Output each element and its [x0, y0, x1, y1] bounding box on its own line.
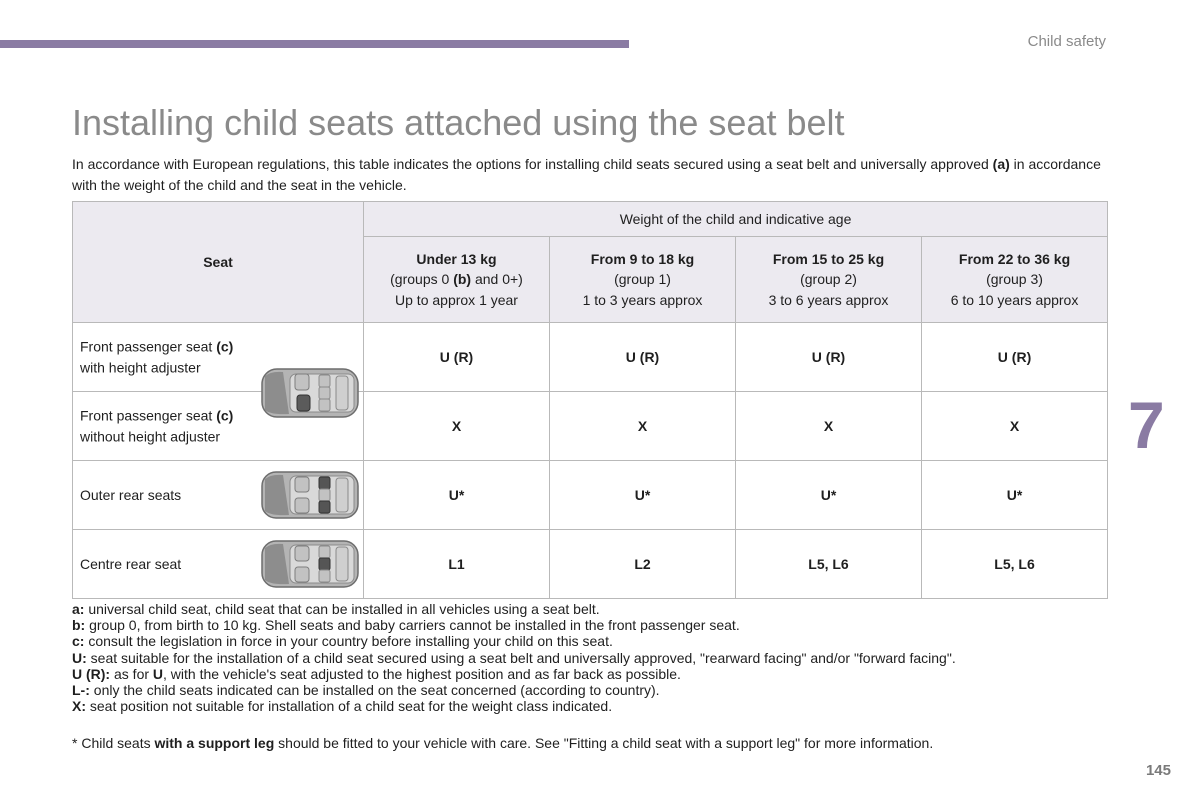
chapter-number: 7 [1128, 388, 1165, 462]
car-outer-rear-seats-icon [261, 471, 359, 519]
car-centre-rear-seat-icon [261, 540, 359, 588]
column-header: From 9 to 18 kg (group 1) 1 to 3 years approx [550, 237, 736, 323]
table-cell: X [922, 392, 1108, 461]
table-row [73, 392, 1108, 461]
column-header: From 22 to 36 kg (group 3) 6 to 10 years approx [922, 237, 1108, 323]
table-cell: U (R) [364, 323, 550, 392]
table-cell: L2 [550, 530, 736, 599]
intro-ref: (a) [992, 156, 1010, 172]
column-header: Under 13 kg (groups 0 (b) and 0+) Up to approx 1 year [364, 237, 550, 323]
seat-label-cell: Centre rear seat [73, 530, 364, 599]
table-cell: U* [922, 461, 1108, 530]
page-title: Installing child seats attached using the seat belt [72, 102, 845, 144]
section-label: Child safety [1027, 33, 1106, 50]
table-cell: U (R) [736, 323, 922, 392]
table-cell: U* [364, 461, 550, 530]
intro-text-2: in accordance with the weight of the child and the seat in the vehicle. [72, 156, 1101, 193]
seat-label-cell: Outer rear seats [73, 461, 364, 530]
note-item: X: seat position not suitable for installation of a child seat for the weight class indicated. [72, 698, 613, 715]
table-cell: X [736, 392, 922, 461]
seat-column-header: Seat [73, 202, 364, 323]
table-cell: U* [736, 461, 922, 530]
weight-header: Weight of the child and indicative age [364, 202, 1108, 237]
table-row [73, 323, 1108, 392]
table-cell: U (R) [550, 323, 736, 392]
table-row [73, 461, 1108, 530]
note-item: L-: only the child seats indicated can be installed on the seat concerned (according to country). [72, 682, 660, 699]
page-number: 145 [1145, 762, 1171, 779]
child-seat-table [72, 201, 1108, 599]
table-cell: U* [550, 461, 736, 530]
legend-notes [72, 601, 1122, 714]
table-cell: X [550, 392, 736, 461]
table-cell: L5, L6 [922, 530, 1108, 599]
table-cell: X [364, 392, 550, 461]
seat-label-cell: Front passenger seat (c) with height adjuster [73, 323, 364, 392]
note-item: a: universal child seat, child seat that can be installed in all vehicles using a seat belt. [72, 601, 600, 617]
column-header: From 15 to 25 kg (group 2) 3 to 6 years approx [736, 237, 922, 323]
seat-label-cell: Front passenger seat (c) without height adjuster [73, 392, 364, 461]
intro-paragraph [72, 154, 1112, 195]
note-item: b: group 0, from birth to 10 kg. Shell seats and baby carriers cannot be installed in the front passenger seat. [72, 617, 740, 634]
intro-text: In accordance with European regulations, this table indicates the options for installing child seats secured using a seat belt and universally approved [72, 156, 993, 172]
table-cell: U (R) [922, 323, 1108, 392]
note-item: c: consult the legislation in force in your country before installing your child on this seat. [72, 633, 613, 650]
note-item: U (R): as for U, with the vehicle's seat adjusted to the highest position and as far back as possible. [72, 665, 681, 682]
table-cell: L5, L6 [736, 530, 922, 599]
table-row [73, 530, 1108, 599]
footnote: * Child seats with a support leg should be fitted to your vehicle with care. See "Fitting a child seat with a support leg" for more information. [72, 735, 934, 751]
section-accent-bar [0, 40, 629, 48]
table-cell: L1 [364, 530, 550, 599]
note-item: U: seat suitable for the installation of a child seat secured using a seat belt and universally approved, "rearward facing" and/or "forward facing". [72, 649, 956, 666]
